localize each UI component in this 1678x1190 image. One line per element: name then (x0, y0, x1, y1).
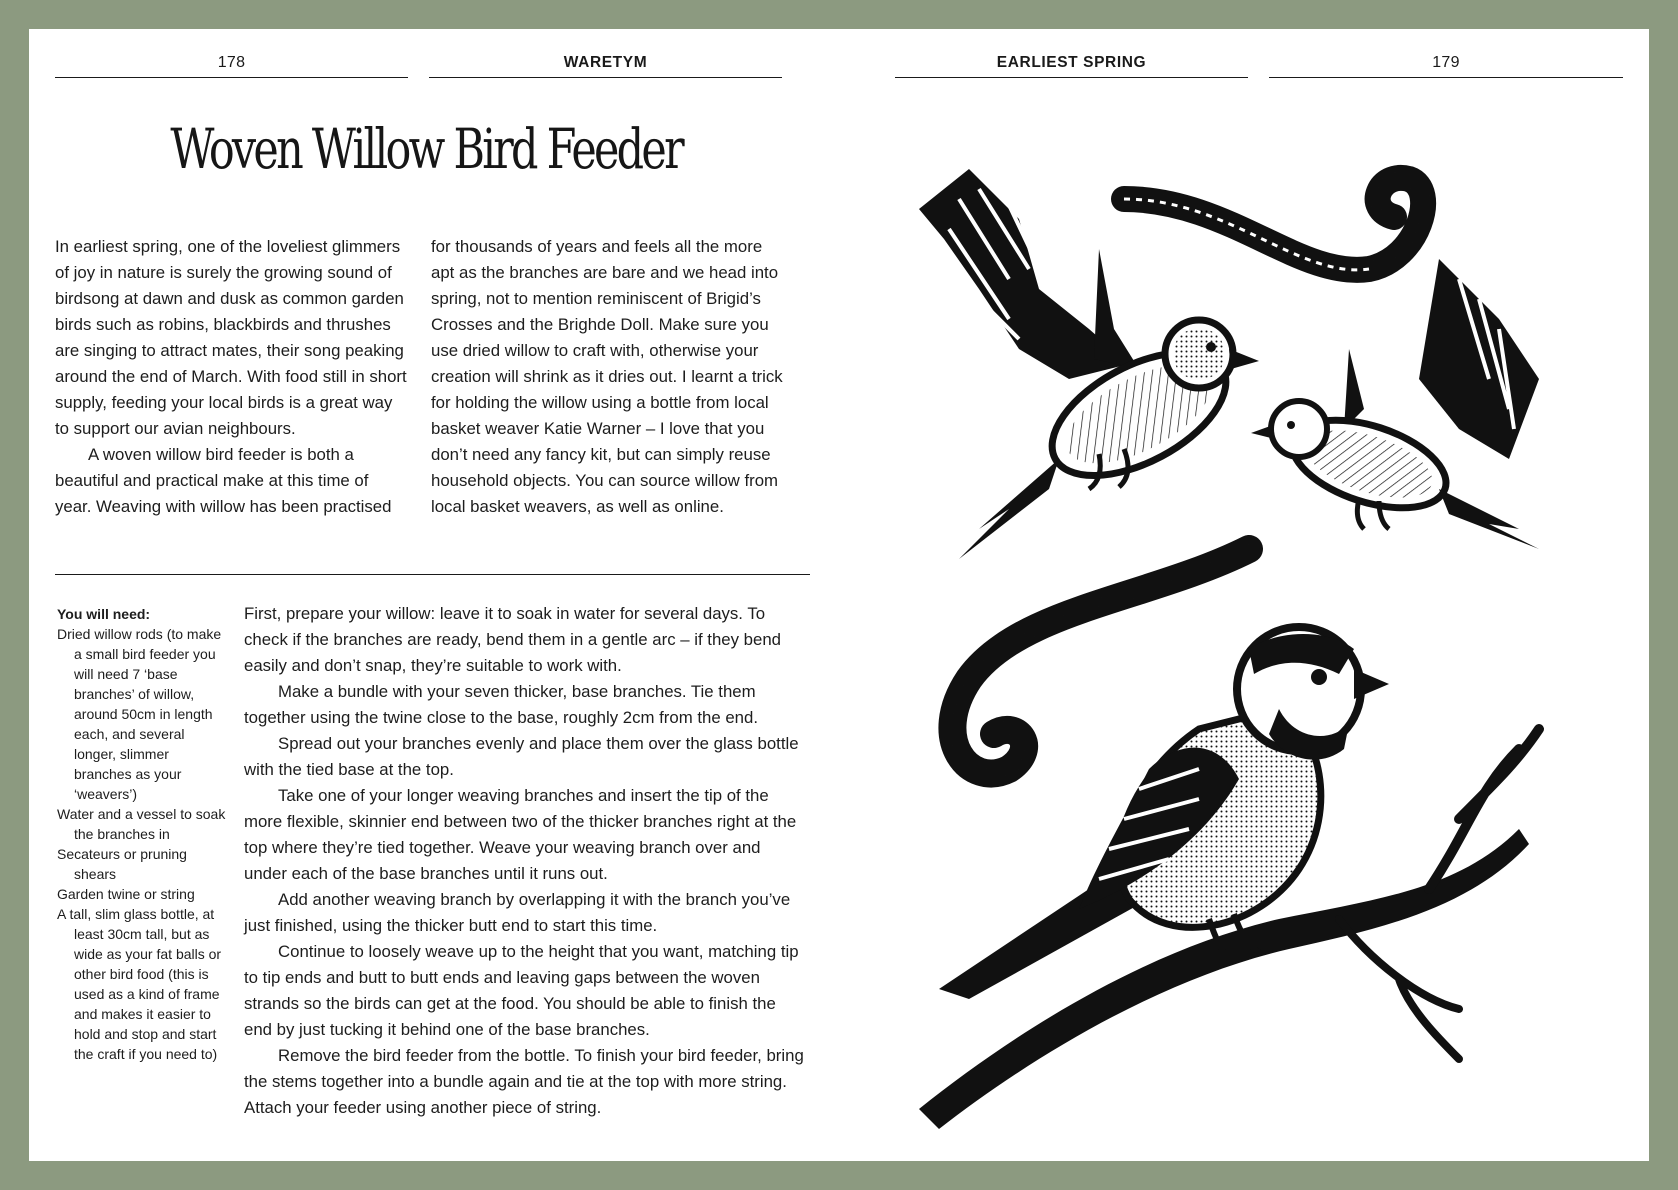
intro-paragraph: A woven willow bird feeder is both a beautiful and practical make at this time of year. Weaving with willow has been practised (55, 445, 392, 516)
wind-swirl-icon (1124, 178, 1423, 270)
flying-bird-icon (1251, 259, 1539, 549)
materials-item: A tall, slim glass bottle, at least 30cm tall, but as wide as your fat balls or other bird food (this is used as a kind of frame and makes it easier to hold and stop and start the craft if you need to) (57, 906, 222, 1062)
header-rule (55, 77, 408, 78)
intro-column-2 (431, 234, 786, 520)
materials-heading: You will need: (57, 606, 151, 622)
method-step: Take one of your longer weaving branches and insert the tip of the more flexible, skinnier end between two of the thicker branches right at the top where they’re tied together. Weave your weaving branch over and under each of the base branches until it runs out. (244, 786, 797, 883)
method-text (244, 601, 804, 1121)
header-rule (895, 77, 1248, 78)
materials-item: Secateurs or pruning shears (57, 846, 187, 882)
header-rule (1269, 77, 1623, 78)
method-step: Add another weaving branch by overlapping it with the branch you’ve just finished, using the thicker butt end to start this time. (244, 890, 791, 935)
right-running-head: EARLIEST SPRING (996, 54, 1147, 71)
materials-item: Water and a vessel to soak the branches in (57, 806, 226, 842)
article-title: Woven Willow Bird Feeder (170, 117, 682, 181)
right-page-number: 179 (1432, 54, 1460, 71)
intro-paragraph: In earliest spring, one of the loveliest glimmers of joy in nature is surely the growing sound of birdsong at dawn and dusk as common garden birds such as robins, blackbirds and thrushes are singing to attract mates, their song peaking around the end of March. With food still in short supply, feeding your local birds is a great way to support our avian neighbours. (55, 237, 407, 438)
left-running-head: WARETYM (563, 54, 648, 71)
section-divider (55, 574, 810, 575)
method-step: Remove the bird feeder from the bottle. To finish your bird feeder, bring the stems together into a bundle again and tie at the top with more string. Attach your feeder using another piece of string. (244, 1046, 804, 1117)
book-spread (29, 29, 1649, 1161)
intro-column-1 (55, 234, 407, 520)
header-rule (429, 77, 782, 78)
method-step: Make a bundle with your seven thicker, base branches. Tie them together using the twine close to the base, roughly 2cm from the end. (244, 682, 758, 727)
method-step: Spread out your branches evenly and place them over the glass bottle with the tied base at the top. (244, 734, 799, 779)
method-step: Continue to loosely weave up to the height that you want, matching tip to tip ends and butt to butt ends and leaving gaps between the woven strands so the birds can get at the food. You should be able to finish the end by just tucking it behind one of the base branches. (244, 942, 799, 1039)
intro-paragraph: for thousands of years and feels all the more apt as the branches are bare and we head into spring, not to mention reminiscent of Brigid’s Crosses and the Brighde Doll. Make sure you use dried willow to craft with, otherwise your creation will shrink as it dries out. I learnt a trick for holding the willow using a bottle from local basket weaver Katie Warner – I love that you don’t need any fancy kit, but can simply reuse household objects. You can source willow from local basket weavers, as well as online. (431, 237, 783, 516)
method-step: First, prepare your willow: leave it to soak in water for several days. To check if the branches are ready, bend them in a gentle arc – if they bend easily and don’t snap, they’re suitable to work with. (244, 604, 782, 675)
materials-item: Dried willow rods (to make a small bird feeder you will need 7 ‘base branches’ of willow, around 50cm in length each, and several longer, slimmer branches as your ‘weavers’) (57, 626, 222, 802)
materials-list (57, 604, 227, 1064)
left-page-number: 178 (217, 54, 246, 71)
birds-linocut-illustration (899, 129, 1609, 1149)
materials-item: Garden twine or string (57, 886, 195, 902)
perched-sparrow-icon (939, 627, 1389, 999)
